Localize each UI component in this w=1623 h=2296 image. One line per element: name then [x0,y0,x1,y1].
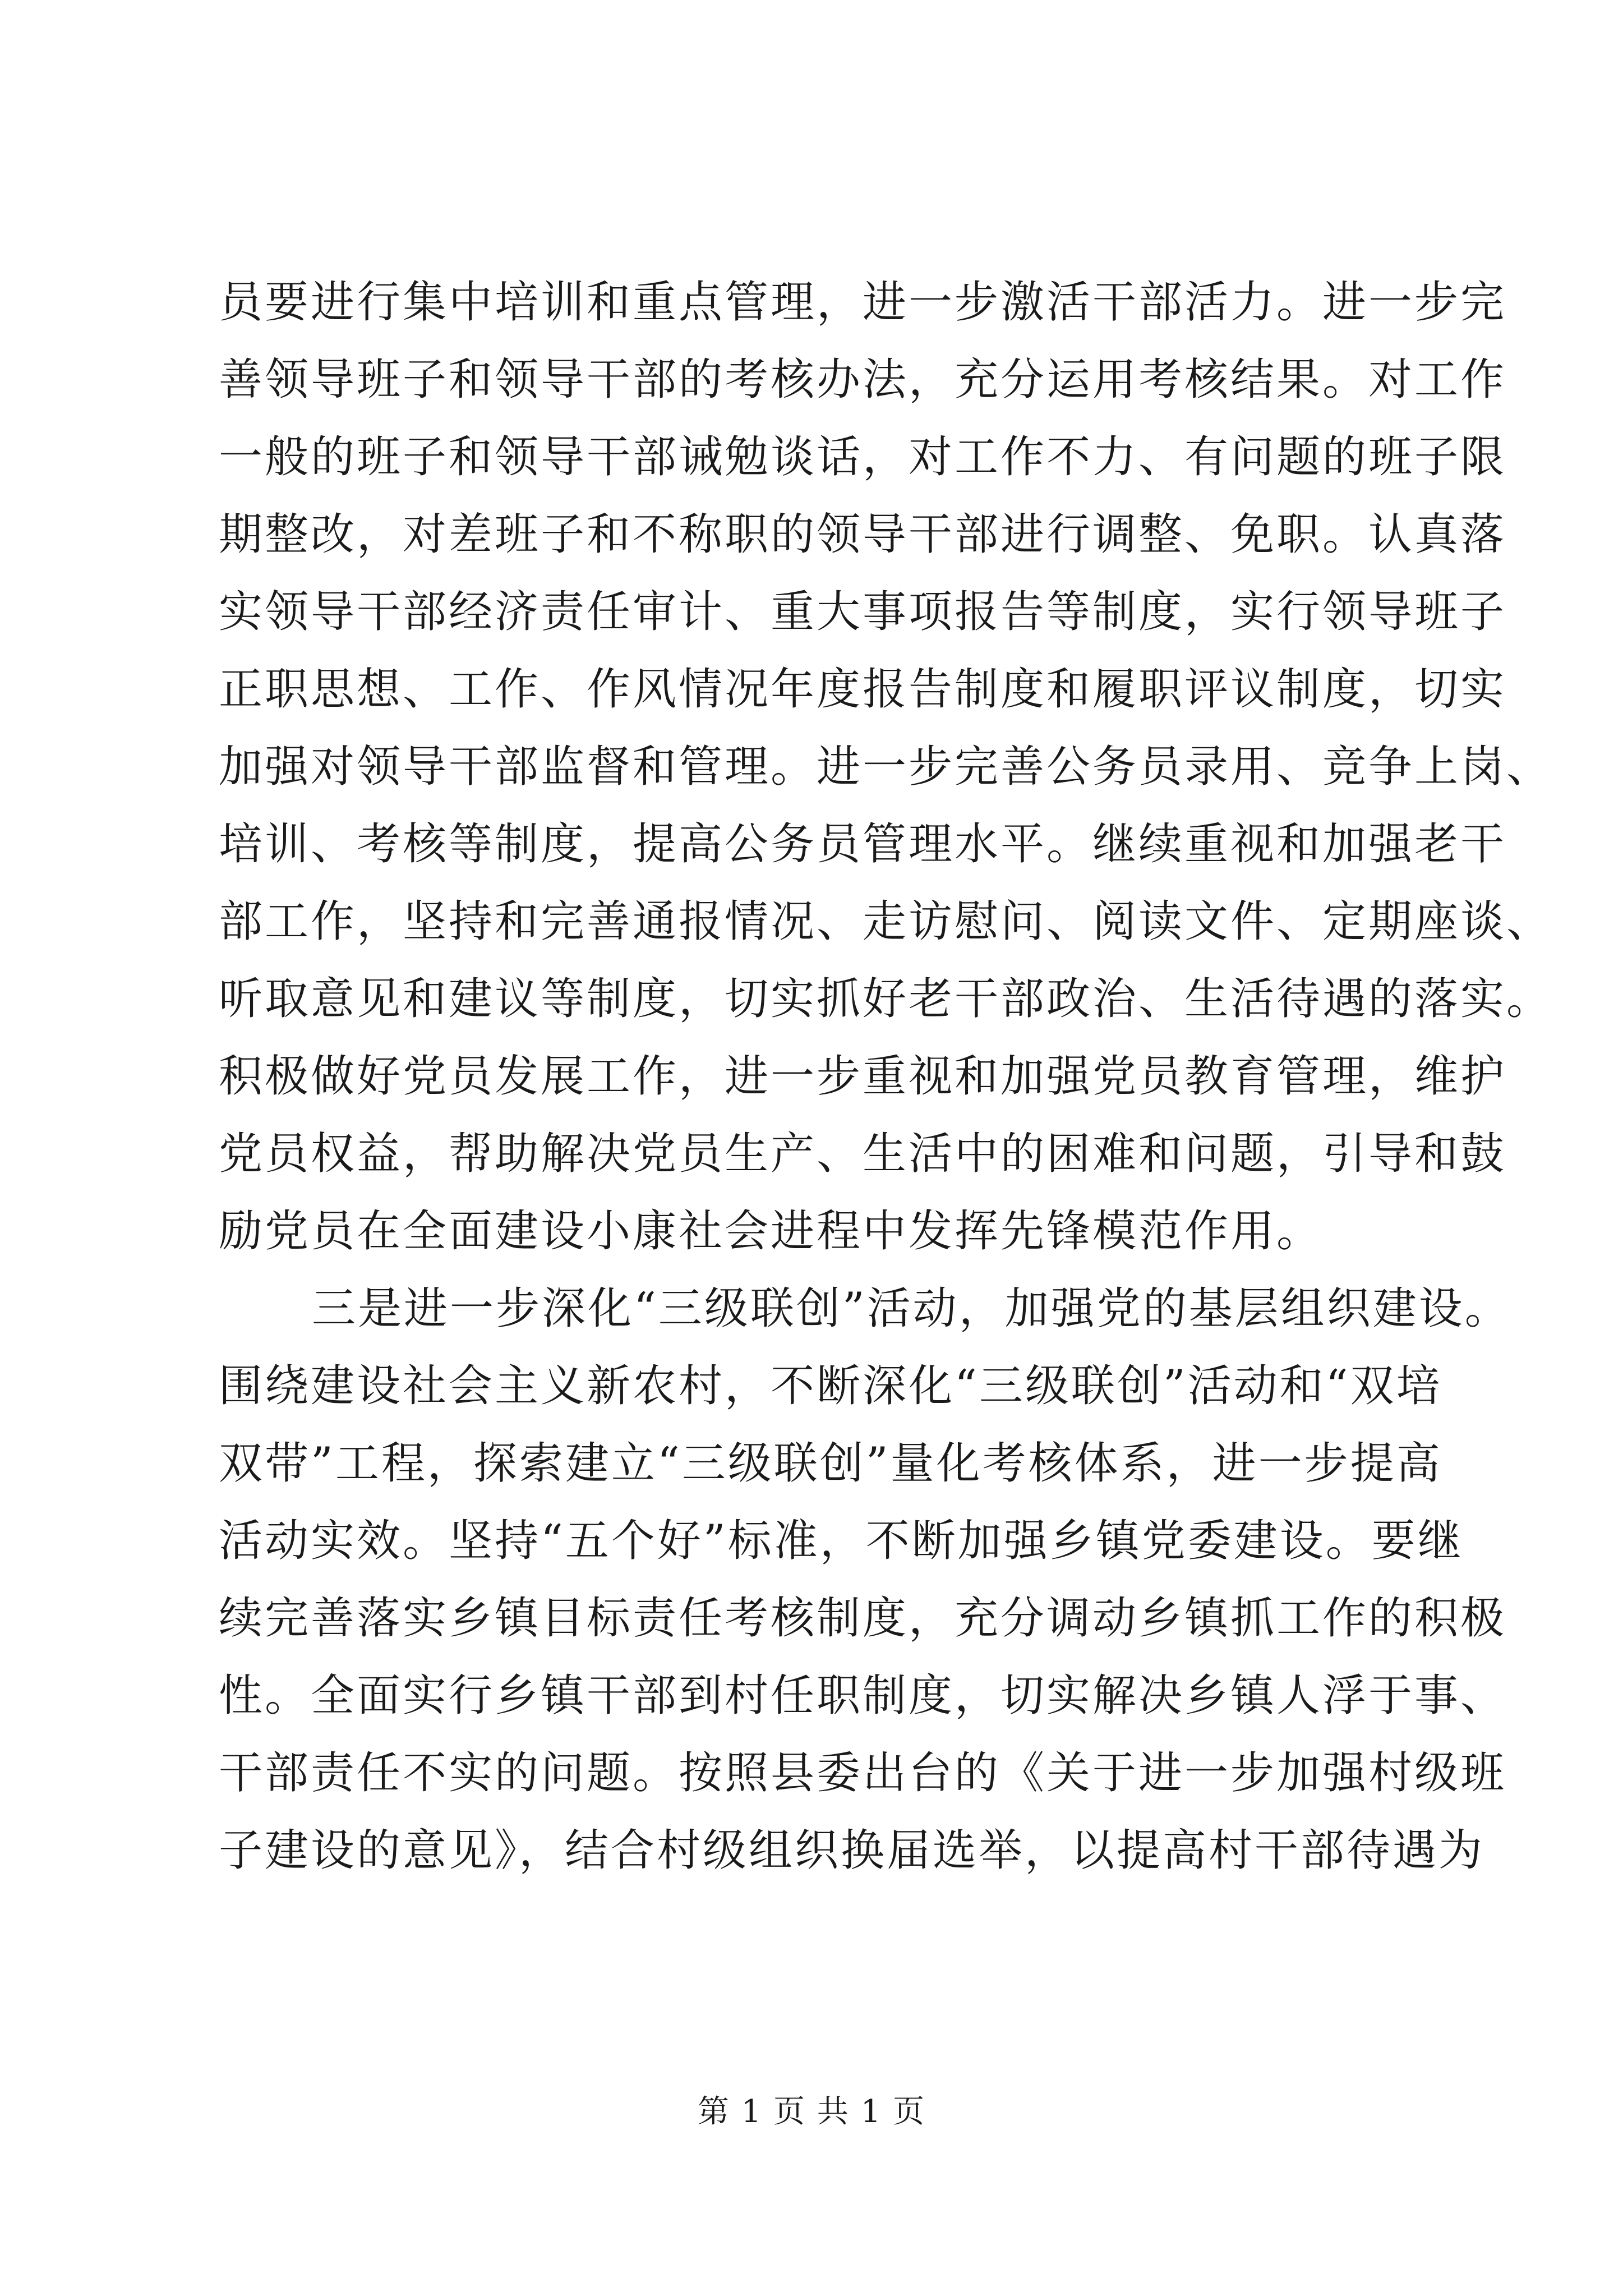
text-line: 党员权益，帮助解决党员生产、生活中的困难和问题，引导和鼓 [219,1129,1507,1179]
paragraph-start-line: 三是进一步深化“三级联创”活动，加强党的基层组织建设。 [312,1283,1511,1334]
text-line: 善领导班子和领导干部的考核办法，充分运用考核结果。对工作 [219,355,1507,405]
document-body [219,264,1553,1889]
text-line: 实领导干部经济责任审计、重大事项报告等制度，实行领导班子 [219,587,1507,637]
text-line: 干部责任不实的问题。按照县委出台的《关于进一步加强村级班 [219,1748,1507,1798]
text-line: 一般的班子和领导干部诫勉谈话，对工作不力、有问题的班子限 [219,432,1507,482]
page-number-footer: 第 1 页 共 1 页 [697,2093,926,2130]
text-line: 积极做好党员发展工作，进一步重视和加强党员教育管理，维护 [219,1051,1507,1102]
text-line: 听取意见和建议等制度，切实抓好老干部政治、生活待遇的落实。 [219,974,1553,1024]
text-line: 正职思想、工作、作风情况年度报告制度和履职评议制度，切实 [219,664,1507,715]
text-line: 双带”工程，探索建立“三级联创”量化考核体系，进一步提高 [219,1438,1442,1489]
text-line: 子建设的意见》，结合村级组织换届选举，以提高村干部待遇为 [219,1825,1485,1876]
text-line: 部工作，坚持和完善通报情况、走访慰问、阅读文件、定期座谈、 [219,896,1553,947]
text-line: 员要进行集中培训和重点管理，进一步激活干部活力。进一步完 [219,277,1507,328]
text-line: 活动实效。坚持“五个好”标准，不断加强乡镇党委建设。要继 [219,1516,1464,1566]
text-line: 期整改，对差班子和不称职的领导干部进行调整、免职。认真落 [219,509,1507,560]
text-line: 励党员在全面建设小康社会进程中发挥先锋模范作用。 [219,1206,1323,1257]
text-line: 加强对领导干部监督和管理。进一步完善公务员录用、竞争上岗、 [219,742,1553,792]
text-line: 性。全面实行乡镇干部到村任职制度，切实解决乡镇人浮于事、 [219,1671,1507,1721]
text-line: 续完善落实乡镇目标责任考核制度，充分调动乡镇抓工作的积极 [219,1593,1507,1644]
text-line: 围绕建设社会主义新农村，不断深化“三级联创”活动和“双培 [219,1361,1442,1411]
text-line: 培训、考核等制度，提高公务员管理水平。继续重视和加强老干 [219,819,1507,869]
